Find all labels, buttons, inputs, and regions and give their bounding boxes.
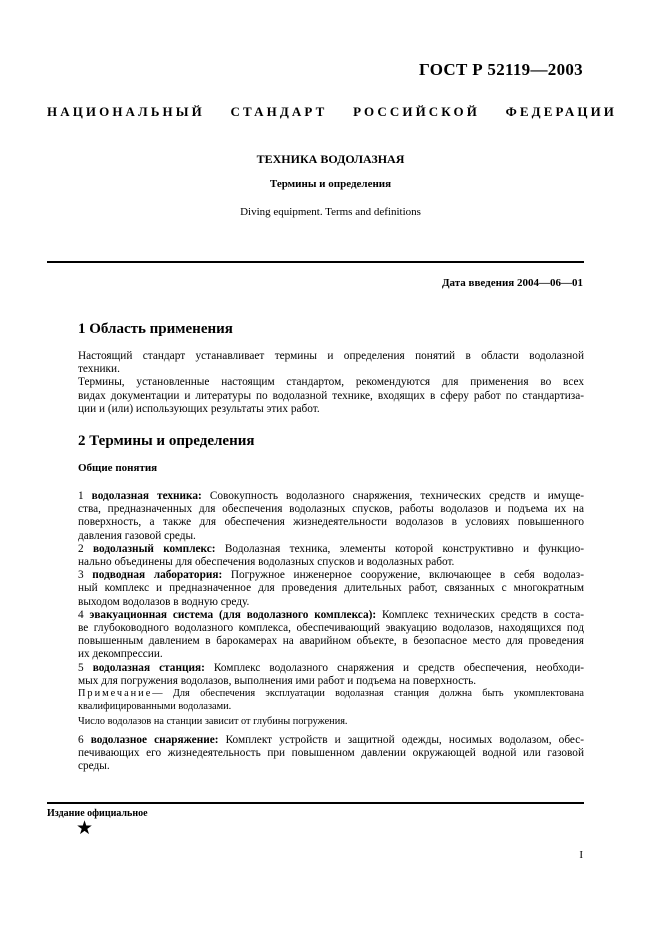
text-line: видах документации и литературы по водолазной технике, входящих в сферу работ по стандартиза-: [78, 389, 584, 402]
term-name: подводная лаборатория:: [92, 569, 223, 582]
text-line: ве глубоководного водолазного комплекса, обеспечивающий эвакуацию водолазов, находящихся под: [78, 622, 584, 635]
term-name: водолазный комплекс:: [92, 542, 216, 555]
note-line: квалифицированными водолазами.: [78, 700, 232, 712]
term-name: водолазное снаряжение:: [90, 734, 219, 746]
section-1-body: [78, 350, 584, 416]
subsection-heading: Общие понятия: [78, 462, 158, 474]
text-line: давления газовой среды.: [78, 529, 196, 542]
standard-banner: НАЦИОНАЛЬНЫЙ СТАНДАРТ РОССИЙСКОЙ ФЕДЕРАЦИИ: [47, 104, 617, 119]
text-line: выходом водолазов в водную среду.: [78, 595, 250, 608]
terms-list: [78, 490, 584, 688]
official-edition-label: Издание официальное: [47, 808, 148, 819]
note-block: [78, 688, 584, 729]
note-line: Примечание— Для обеспечения эксплуатации водолазная станция должна быть укомплектована: [78, 688, 584, 699]
term-line: 1 водолазная техника: Совокупность водолазного снаряжения, технических средств и имуще-: [78, 490, 585, 502]
introduction-date: Дата введения 2004—06—01: [441, 277, 583, 289]
text-line: их декомпрессии.: [78, 648, 163, 661]
text-line: Термины, установленные настоящим стандартом, рекомендуются для применения во всех: [78, 376, 584, 389]
text-line: поверхность, а также для обеспечения жизнедеятельности водолазов в условиях повышенного: [78, 516, 584, 529]
text-line: ства, предназначенных для обеспечения водолазных спусков, работы водолазов и подъема их на: [78, 503, 584, 516]
note-label: Примечание: [78, 688, 153, 699]
footer-divider: [47, 802, 584, 804]
section-2-heading: 2 Термины и определения: [78, 433, 255, 449]
term-line: 4 эвакуационная система (для водолазного комплекса): Комплекс технических средств в соста-: [78, 608, 584, 621]
text-line: среды.: [78, 760, 110, 773]
title-divider: [47, 261, 584, 263]
section-1-heading: 1 Область применения: [78, 321, 233, 337]
term-line: 2 водолазный комплекс: Водолазная техника, элементы которой конструктивно и функцио-: [78, 542, 585, 555]
term-line: 6 водолазное снаряжение: Комплект устройств и защитной одежды, носимых водолазом, обес-: [78, 734, 584, 746]
document-title: ТЕХНИКА ВОДОЛАЗНАЯ: [256, 152, 405, 166]
term-line: 3 подводная лаборатория: Погружное инженерное сооружение, включающее в себя водолаз-: [78, 569, 584, 582]
document-id: ГОСТ Р 52119—2003: [419, 60, 583, 79]
term-name: водолазная станция:: [92, 661, 205, 674]
term-6-block: [78, 734, 584, 774]
document-subtitle: Термины и определения: [269, 178, 392, 190]
text-line: ции и (или) использующих результаты этих работ.: [78, 402, 320, 415]
text-line: мых для погружения водолазов, выполнения ими работ и подъема на поверхность.: [78, 674, 477, 687]
page-number: I: [579, 849, 583, 861]
note-extra: Число водолазов на станции зависит от глубины погружения.: [78, 716, 348, 727]
text-line: ный комплекс и предназначенное для проведения длительных работ, связанных с многократным: [78, 582, 584, 595]
document-title-english: Diving equipment. Terms and definitions: [240, 206, 421, 218]
text-line: нально объединены для обеспечения водолазных спусков и водолазных работ.: [78, 556, 455, 569]
term-name: водолазная техника:: [91, 490, 202, 502]
term-line: 5 водолазная станция: Комплекс водолазного снаряжения и средств обеспечения, необходи-: [78, 661, 584, 674]
text-line: техники.: [78, 363, 120, 376]
text-line: повышенным давлением в барокамерах на аварийном объекте, в безопасное место для проведения: [78, 635, 584, 648]
star-icon: ★: [76, 818, 94, 839]
text-line: печивающих его жизнедеятельность при повышенном давлении окружающей водной или газовой: [78, 747, 584, 760]
text-line: Настоящий стандарт устанавливает термины и определения понятий в области водолазной: [78, 350, 584, 362]
term-name: эвакуационная система (для водолазного комплекса):: [89, 608, 377, 621]
